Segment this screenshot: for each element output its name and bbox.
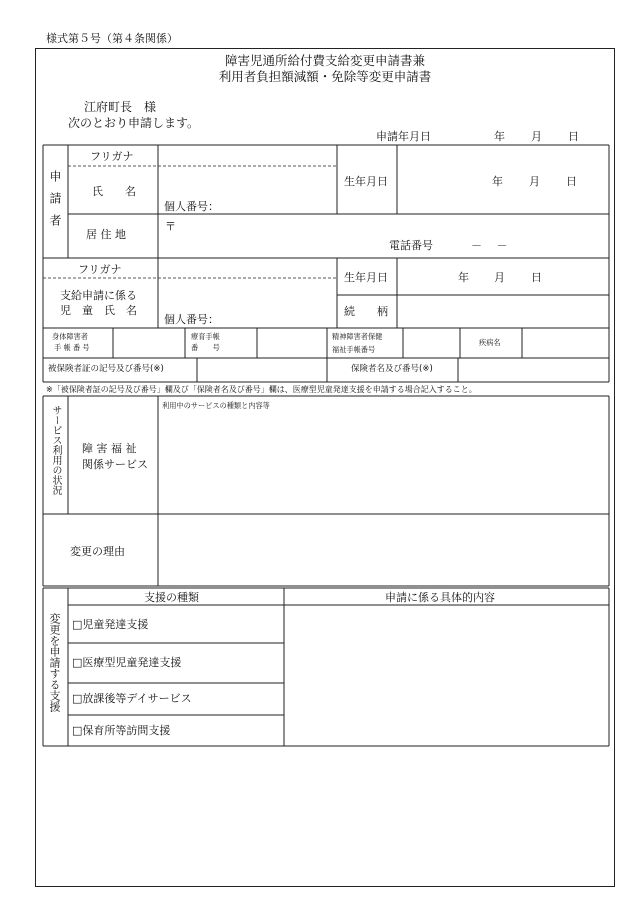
service-hint: 利用中のサービスの種類と内容等 — [162, 401, 270, 410]
applicant-personal-number-label: 個人番号： — [164, 200, 219, 213]
applicant-birth-day-unit: 日 — [566, 175, 577, 188]
insurance-note: ※「被保険者証の記号及び番号」欄及び「保険者名及び番号」欄は、医療型児童発達支援を申請する場合記入すること。 — [46, 385, 477, 394]
ryoiku-cert-label-line2: 番 号 — [191, 343, 220, 352]
applicant-birth-year-unit: 年 — [492, 175, 503, 188]
phone-format: － － — [471, 239, 508, 252]
change-request-section-label: 変更を申請する支援 — [48, 613, 61, 712]
applicant-section-label: 申請者 — [48, 170, 62, 236]
checkbox-medical-child-development-support[interactable]: □医療型児童発達支援 — [72, 656, 182, 669]
child-birth-day-unit: 日 — [531, 271, 542, 284]
physical-cert-label-line1: 身体障害者 — [52, 332, 88, 341]
column-request-detail: 申請に係る具体的内容 — [385, 591, 495, 604]
applicant-name-label: 氏 名 — [92, 185, 136, 198]
child-personal-number-label: 個人番号： — [164, 313, 219, 326]
checkbox-after-school-day-service[interactable]: □放課後等デイサービス — [72, 692, 192, 705]
column-support-type: 支援の種類 — [144, 591, 199, 604]
physical-cert-label-line2: 手 帳 番 号 — [54, 343, 90, 352]
child-birthdate-label: 生年月日 — [344, 271, 388, 284]
service-category-line2: 関係サービス — [82, 458, 148, 471]
disease-label: 疾病名 — [479, 338, 501, 347]
service-category-line1: 障 害 福 祉 — [82, 442, 137, 455]
postal-mark: 〒 — [165, 220, 176, 233]
reason-label: 変更の理由 — [70, 545, 125, 558]
mental-cert-label-line1: 精神障害者保健 — [332, 332, 383, 341]
form-title-line1: 障害児通所給付費支給変更申請書兼 — [224, 53, 425, 68]
application-year-unit: 年 — [494, 130, 505, 143]
applicant-birthdate-label: 生年月日 — [344, 175, 388, 188]
child-name-label-line1: 支給申請に係る — [60, 289, 137, 302]
service-status-section-label: サービス利用の状況 — [50, 405, 61, 495]
applicant-furigana-label: フリガナ — [90, 150, 134, 163]
form-title-line2: 利用者負担額減額・免除等変更申請書 — [218, 69, 432, 84]
checkbox-child-development-support[interactable]: □児童発達支援 — [72, 618, 149, 631]
addressee-mayor: 江府町長 様 — [84, 100, 157, 114]
checkbox-nursery-visit-support[interactable]: □保育所等訪問支援 — [72, 724, 171, 737]
mental-cert-label-line2: 福祉手帳番号 — [332, 345, 376, 354]
intro-text: 次のとおり申請します。 — [68, 116, 200, 130]
child-birth-month-unit: 月 — [494, 271, 505, 284]
insurer-label: 保険者名及び番号(※) — [351, 364, 433, 374]
applicant-address-label: 居 住 地 — [86, 228, 126, 241]
child-furigana-label: フリガナ — [78, 263, 122, 276]
application-month-unit: 月 — [531, 130, 542, 143]
phone-label: 電話番号 — [389, 239, 433, 252]
applicant-birth-month-unit: 月 — [529, 175, 540, 188]
application-day-unit: 日 — [568, 130, 579, 143]
ryoiku-cert-label-line1: 療育手帳 — [191, 332, 220, 341]
child-relation-label: 続 柄 — [344, 305, 388, 318]
child-name-label-line2: 児 童 氏 名 — [60, 304, 137, 317]
application-date-label: 申請年月日 — [376, 130, 431, 143]
child-birth-year-unit: 年 — [458, 271, 469, 284]
form-number: 様式第５号（第４条関係） — [46, 32, 178, 45]
insured-number-label: 被保険者証の記号及び番号(※) — [48, 364, 164, 374]
